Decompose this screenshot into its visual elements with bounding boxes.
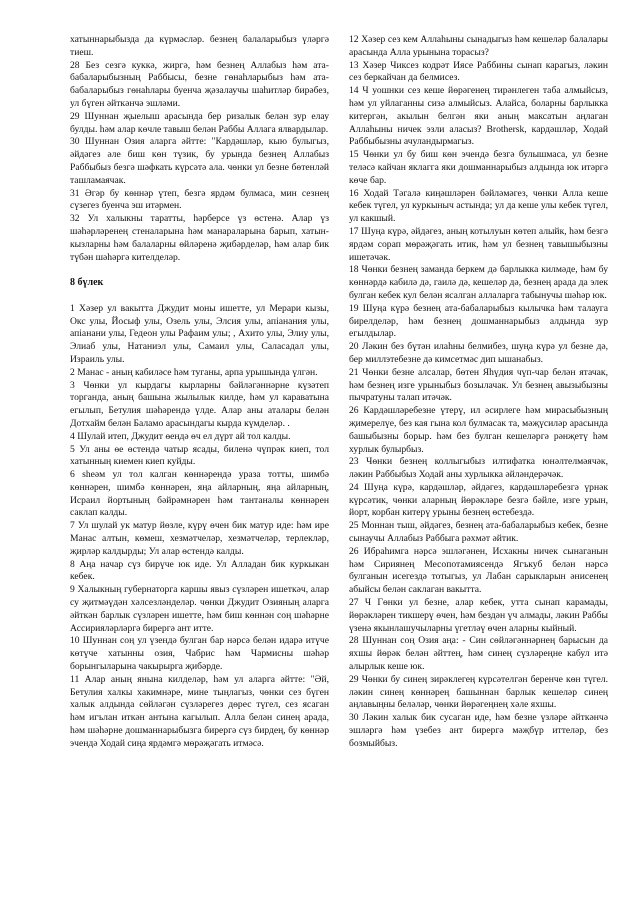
paragraph: 2 Манас - аның кабиләсе һәм туганы, арпа урышында үлгән. xyxy=(70,366,318,378)
spacer xyxy=(70,290,329,303)
paragraph: 15 Чөнки ул бу биш көн эчендә безгә булышмаса, ул безне теләсә кайчан яклагга яки дошманнарыбыз алдында юк итәргә көче бар. xyxy=(349,149,608,186)
paragraph: 29 Чөнки бу синең зирәклегең күрсәтелгән беренче көн түгел. ләкин синең көннәрең башыннан барлык кешеләр синең аңлавыңны беләләр, чөнки йөрәгеңнең хәле яхшы. xyxy=(349,673,608,711)
paragraph: 5 Ул аны өе өстендә чатыр ясады, биленә чүпрәк киеп, тол хатынның киемен киеп куйды. xyxy=(70,443,329,468)
paragraph: 26 Ибраһимга нәрсә эшләгәнен, Исхакны ничек сынаганын һәм Сириянең Месопотамиясендә Ягъкуб белән нәрсә булганын исегездә тотыгыз, ул Лабан сарыкларын әнисенең абыйсы белән саклаган вакытта. xyxy=(349,545,608,596)
paragraph: 12 Хәзер сез кем Аллаһыны сынадыгыз һәм кешеләр балалары арасында Алла урынына торасыз? xyxy=(349,34,608,58)
paragraph: 32 Ул халыкны таратты, һәрберсе үз өстенә. Алар үз шәһәрләренең стеналарына һәм манараларына барып, хатын-кызларны һәм балаларны өйләренә җибәрделәр, һәм алар бик түбән шәһәргә кителделәр. xyxy=(70,213,329,263)
paragraph: 8 Аңа начар сүз бирүче юк иде. Ул Алладан бик куркыкан кебек. xyxy=(70,558,329,583)
paragraph: 30 Шуннан Озия аларга әйтте: "Кардәшләр, кыю булыгыз, әйдәгез әле биш көн түзик, бу урында безнең Аллабыз Раббыбыз безгә шәфкать күрсәтә ала. чөнки ул безне бөтенләй ташламаячак. xyxy=(70,136,329,186)
paragraph: 28 Без сезгә куккә, жиргә, һәм безнең Аллабыз һәм ата-бабаларыбызның Раббысы, безне гөнаһларыбыз һәм ата-бабаларыбыз гөнаһлары буенча җәзалаучы шаһитләр бирәбез, ул бүген әйткәнчә эшләми. xyxy=(70,59,329,109)
right-column xyxy=(349,34,608,902)
paragraph: 6 sheәм ул тол калган көннәрендә ураза тотты, шимбә көннәрен, шимбә көннәрен, яңа айларның, яңа айларның, Исраил йортының бәйрәмнәрен һәм тантаналы көннәрен саклап калды. xyxy=(70,469,329,519)
paragraph: 26 Кардәшләребезне үтерү, ил әсирлеге һәм мирасыбызның җимерелүе, без кая гына кол булмасак та, мәҗүсиләр арасында башыбызны борыр. һәм без булган кешеләргә рәнҗетү һәм хурлык булырбыз. xyxy=(349,405,608,455)
spacer xyxy=(70,264,329,277)
paragraph: 16 Ходай Тәгалә киңәшләрен бәйләмәгез, чөнки Алла кеше кебек түгел, ул куркыныч астында; ул да кеше улы кебек түгел, ул какшый. xyxy=(349,187,608,225)
paragraph: 28 Шуннан соң Озия аңа: - Син сөйләгәннәрнең барысын да яхшы йөрәк белән әйттең, һәм синең сүзләреңне кабул итә алырлык кеше юк. xyxy=(349,635,608,673)
paragraph: хатыннарыбызда да күрмәсләр. безнең балаларыбыз үләргә тиеш. xyxy=(70,34,329,58)
paragraph: 20 Ләкин без бүтән илаһны белмибез, шуңа күрә ул безне дә, бер миллэтебезне дә кимсетмәс дип ышанабыз. xyxy=(349,341,608,365)
paragraph: 31 Әгәр бу көннәр үтеп, безгә ярдәм булмаса, мин сезнең сүзегез буенча эш итәрмен. xyxy=(70,187,329,212)
paragraph: 21 Чөнки безне алсалар, бөтен Яһүдия чүп-чар белән ятачак, һәм безнең изге урыныбыз бозылачак. Ул безнең авызыбызны пычратуны талап итәчәк. xyxy=(349,366,608,404)
paragraph: 13 Хәзер Чиксез кодрәт Иясе Раббины сынап карагыз, ләкин сез беркайчан да белмисез. xyxy=(349,59,608,84)
paragraph: 27 Ч Гөнки ул безне, алар кебек, утта сынап карамады, йөрәкләрен тикшерү өчен, һәм бездән үч алмады, ләкин Раббы үзенә якынлашучыларны үгетләү өчен аларны кыйный. xyxy=(349,597,608,634)
paragraph: 24 Шуңа күрә, кардәшләр, әйдәгез, кардәшләребезгә үрнәк күрсәтик, чөнки аларның йөрәкләре безгә бәйле, изге урын, йорт, корбан китерү урыны безнең өстебездә. xyxy=(349,481,608,519)
paragraph: 23 Чөнки безнең коллыгыбыз илтифатка юнәлтелмәячәк, ләкин Раббыбыз Ходай аны хурлыкка әйләндерәчәк. xyxy=(349,456,608,481)
paragraph: 3 Чөнки ул кырдагы кырларны бәйләгәннәрне күзәтеп торганда, аның башына жылылык килде, һәм ул караватына егылып, Бетулия шәһәрендә үлде. Алар аны аталары белән Дотхайм белән Баламо арасындагы кырда күмделәр. . xyxy=(70,379,329,429)
paragraph: 1 Хәзер ул вакытта Джудит моны ишетте, ул Мерари кызы, Окс улы, Йосыф улы, Озель улы, Элсия улы, апіанания улы, апіанани улы, Гедеон улы Рафаим улы; , Ахито улы, Элиу улы, Элиаб улы, Натаниэл улы, Самаил улы, Саласадал улы, Израиль улы. xyxy=(70,302,329,365)
paragraph: 9 Халыкның губернаторга каршы явыз сүзләрен ишеткәч, алар су җитмәүдән хәлсезләнделәр. чөнки Джудит Озияның аларга әйткән барлык сүзләрен ишетте, һәм биш көннән соң шәһәрне Ассирияләрләргә бирергә ант итте. xyxy=(70,584,329,634)
paragraph: 4 Шулай итеп, Джудит өендә өч ел дүрт ай тол калды. xyxy=(70,430,291,442)
paragraph: 11 Алар аның янына килделәр, һәм ул аларга әйтте: "Әй, Бетулия халкы хакимнәре, мине тыңлагыз, чөнки сез бүген халык алдында сөйләгән сүзләрегез дөрес түгел, сез ясаган һәм игълан иткән антына кагылып. Алла белән синең арада, һәм шәһәрне дошманнарыбызга бирергә сүз бирдең, бу көннәр эчендә Ходай сиңа ярдәмгә мөрәҗәгать итмәсә. xyxy=(70,673,329,749)
paragraph: 17 Шуңа күрә, әйдәгез, аның котылуын көтеп алыйк, һәм безгә ярдәм сорап мөрәҗәгать итик, һәм ул безнең тавышыбызны ишетәчәк. xyxy=(349,225,608,263)
left-column xyxy=(70,34,329,902)
paragraph: 19 Шуңа күрә безнең ата-бабаларыбыз кылычка һәм талауга бирелделәр, һәм безнең дошманнарыбыз алдында зур егылдылар. xyxy=(349,302,608,340)
chapter-heading: 8 бүлек xyxy=(70,277,104,289)
paragraph: 14 Ч уошнки сез кеше йөрәгенең тирәнлеген таба алмыйсыз, һәм ул уйлаганны сизә алмыйсыз. Алайса, боларны барлыкка китергән, акылын белгән яки аның максатын аңлаган Аллаһыны ничек эзли аласыз? Brothersk, кардәшләр, Ходай Раббыбызны ачуландырмагыз. xyxy=(349,85,608,148)
paragraph: 10 Шуннан соң ул үзендә булган бар нәрсә белән идарә итүче көтүче хатынны озия, Чабрис һәм Чармисны шәһәр борынгыларына чакырырга җибәрде. xyxy=(70,635,329,673)
paragraph: 7 Ул шулай ук матур йөзле, күрү өчен бик матур иде: һәм ире Манас алтын, көмеш, хезмәтчеләр, хезмәтчеләр, терлекләр, җирләр калдырды; Ул алар өстендә калды. xyxy=(70,520,329,557)
paragraph: 18 Чөнки безнең заманда беркем дә барлыкка килмәде, һәм бу көннәрдә кабилә дә, гаилә дә, кешеләр дә, безнең арада да элек булган кебек кул белән ясалган аллаларга табынучы шәһәр юк. xyxy=(349,264,608,301)
paragraph: 25 Моннан тыш, әйдәгез, безнең ата-бабаларыбыз кебек, безне сынаучы Аллабыз Раббыга рәхмәт әйтик. xyxy=(349,520,608,545)
paragraph: 29 Шуннан җыелыш арасында бер ризалык белән зур елау булды. һәм алар көчле тавыш белән Раббы Аллага ялвардылар. xyxy=(70,110,329,135)
paragraph: 30 Ләкин халык бик сусаган иде, һәм безне үзләре әйткәнчә эшләргә һәм үзебез ант бирергә мәҗбүр иттеләр, без бозмыйбыз. xyxy=(349,712,608,749)
